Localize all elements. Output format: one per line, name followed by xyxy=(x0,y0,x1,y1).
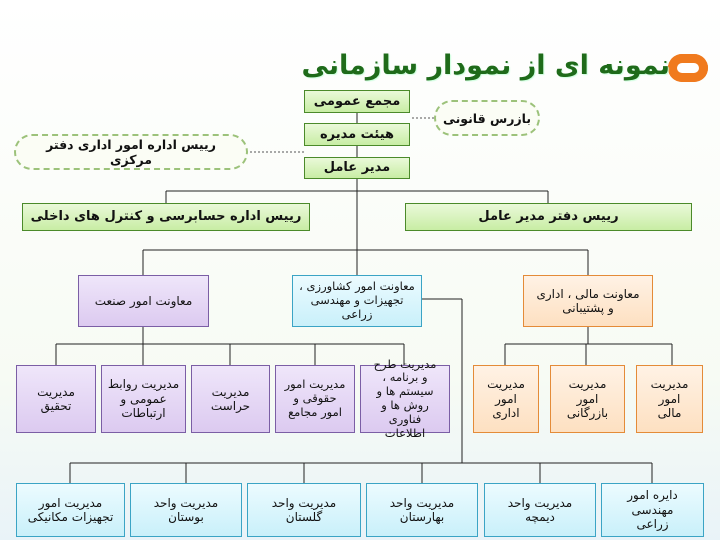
agri-unit-baharestan: مدیریت واحد بهارستان xyxy=(366,483,478,537)
ceo-box: مدیر عامل xyxy=(304,157,410,179)
agri-unit-bustan: مدیریت واحد بوستان xyxy=(130,483,242,537)
central-office-head-bubble: رییس اداره امور اداری دفتر مرکزی xyxy=(14,134,248,170)
finance-unit-financial: مدیریت امور مالی xyxy=(636,365,703,433)
industry-unit-planning-it: مدیریت طرح و برنامه ، سیستم ها و روش ها و فناوری اطلاعات xyxy=(360,365,450,433)
deputy-finance-box: معاونت مالی ، اداری و پشتیبانی xyxy=(523,275,653,327)
industry-unit-legal: مدیریت امور حقوقی و امور مجامع xyxy=(275,365,355,433)
agri-unit-agronomy-engineering: دایره امور مهندسی زراعی xyxy=(601,483,704,537)
board-box: هیئت مدیره xyxy=(304,123,410,146)
ceo-office-head-box: رییس دفتر مدیر عامل xyxy=(405,203,692,231)
page-title: نمونه ای از نمودار سازمانی xyxy=(301,50,670,81)
industry-unit-research: مدیریت تحقیق xyxy=(16,365,96,433)
auditor-bubble: بازرس قانونی xyxy=(434,100,540,136)
agri-unit-dimcheh: مدیریت واحد دیمچه xyxy=(484,483,596,537)
general-assembly-box: مجمع عمومی xyxy=(304,90,410,113)
audit-control-box: رییس اداره حسابرسی و کنترل های داخلی xyxy=(22,203,310,231)
finance-unit-admin: مدیریت امور اداری xyxy=(473,365,539,433)
deputy-industry-box: معاونت امور صنعت xyxy=(78,275,209,327)
industry-unit-public-relations: مدیریت روابط عمومی و ارتباطات xyxy=(101,365,186,433)
industry-unit-security: مدیریت حراست xyxy=(191,365,270,433)
finance-unit-commerce: مدیریت امور بازرگانی xyxy=(550,365,625,433)
agri-unit-mechanical-equipment: مدیریت امور تجهیزات مکانیکی xyxy=(16,483,125,537)
agri-unit-golestan: مدیریت واحد گلستان xyxy=(247,483,361,537)
deputy-agriculture-box: معاونت امور کشاورزی ، تجهیزات و مهندسی زراعی xyxy=(292,275,422,327)
